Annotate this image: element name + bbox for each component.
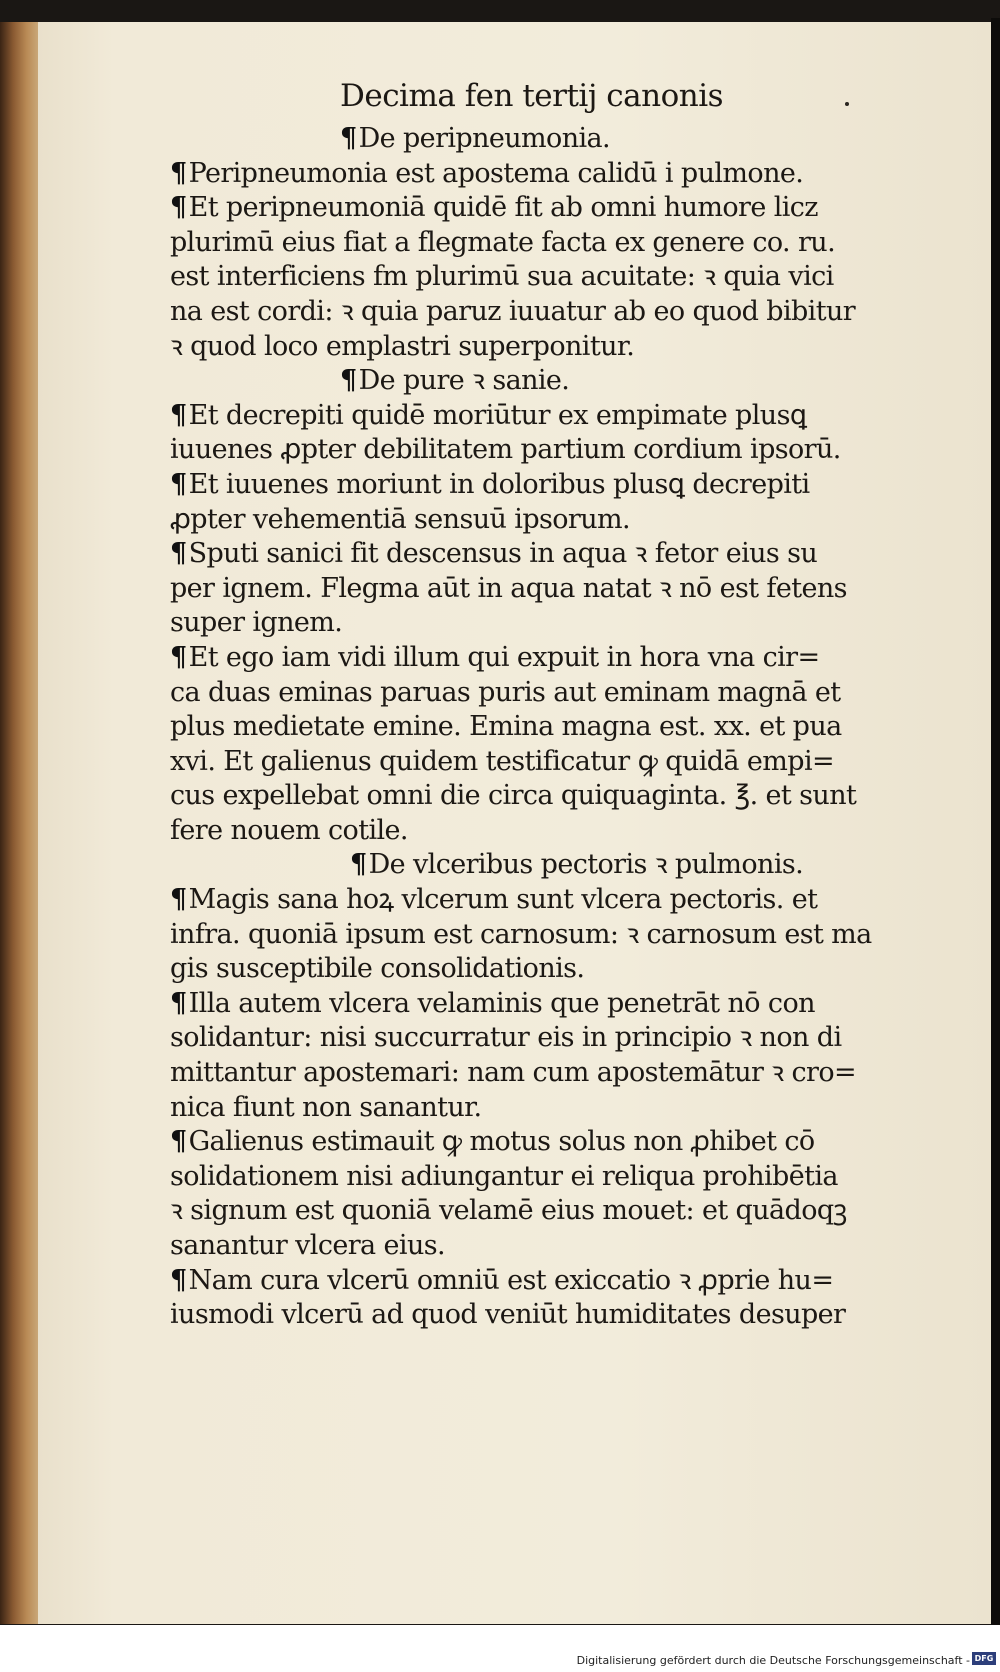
line-text: xvi. Et galienus quidem testificatur ꝙ quidā empi=	[170, 745, 835, 777]
text-line	[170, 433, 945, 468]
right-page-edge	[991, 18, 1000, 1626]
line-text: solidantur: nisi succurratur eis in principio ꝛ non di	[170, 1022, 842, 1054]
pilcrow-mark: ¶	[170, 1264, 187, 1296]
line-text: ꝓpter vehementiā sensuū ipsorum.	[170, 503, 630, 535]
line-text: Magis sana hoꝝ vlcerum sunt vlcera pectoris. et	[188, 884, 818, 916]
text-line	[170, 468, 945, 503]
line-text: solidationem nisi adiungantur ei reliqua prohibētia	[170, 1160, 838, 1192]
line-text: est interficiens fm plurimū sua acuitate: ꝛ quia vici	[170, 261, 834, 293]
section-heading	[170, 848, 945, 883]
text-line	[170, 295, 945, 330]
pilcrow-mark: ¶	[170, 641, 187, 673]
line-text: De pure ꝛ sanie.	[358, 365, 570, 397]
text-line	[170, 987, 945, 1022]
text-line	[170, 1021, 945, 1056]
line-text: infra. quoniā ipsum est carnosum: ꝛ carnosum est ma	[170, 918, 872, 950]
pilcrow-mark: ¶	[170, 192, 187, 224]
line-text: Sputi sanici fit descensus in aqua ꝛ fetor eius su	[188, 538, 818, 570]
text-line	[170, 606, 945, 641]
text-line	[170, 676, 945, 711]
line-text: plus medietate emine. Emina magna est. xx. et pua	[170, 711, 842, 743]
line-text: iuuenes ꝓpter debilitatem partium cordium ipsorū.	[170, 434, 841, 466]
pilcrow-mark: ¶	[170, 987, 187, 1019]
text-line	[170, 641, 945, 676]
pilcrow-mark: ¶	[170, 157, 187, 189]
line-text: De vlceribus pectoris ꝛ pulmonis.	[368, 849, 804, 881]
text-line	[170, 1160, 945, 1195]
line-text: Et peripneumoniā quidē fit ab omni humore licz	[188, 192, 818, 224]
text-line	[170, 1056, 945, 1091]
text-line	[170, 226, 945, 261]
line-text: super ignem.	[170, 607, 343, 639]
line-text: Et iuuenes moriunt in doloribus plusꝗ decrepiti	[188, 468, 810, 500]
line-text: Et decrepiti quidē moriūtur ex empimate plusꝗ	[188, 399, 807, 431]
text-line	[170, 572, 945, 607]
footer-credit: Digitalisierung gefördert durch die Deutsche Forschungsgemeinschaft -	[576, 1654, 970, 1667]
line-text: mittantur apostemari: nam cum apostemātur ꝛ cro=	[170, 1057, 856, 1089]
book-spine-edge	[0, 22, 38, 1624]
text-line	[170, 399, 945, 434]
text-line	[170, 952, 945, 987]
line-text: fere nouem cotile.	[170, 814, 408, 846]
text-line	[170, 1091, 945, 1126]
text-line	[170, 883, 945, 918]
pilcrow-mark: ¶	[350, 849, 367, 881]
line-text: cus expellebat omni die circa quiquaginta. ℥. et sunt	[170, 780, 857, 812]
line-text: ca duas eminas paruas puris aut eminam magnā et	[170, 676, 841, 708]
text-line	[170, 157, 945, 192]
line-text: gis susceptibile consolidationis.	[170, 953, 585, 985]
line-text: Et ego iam vidi illum qui expuit in hora vna cir=	[188, 641, 820, 673]
text-line	[170, 745, 945, 780]
line-text: Peripneumonia est apostema calidū i pulmone.	[188, 157, 804, 189]
pilcrow-mark: ¶	[170, 884, 187, 916]
line-text: sanantur vlcera eius.	[170, 1230, 445, 1261]
line-text: iusmodi vlcerū ad quod veniūt humiditates desuper	[170, 1299, 846, 1331]
text-line	[170, 1194, 945, 1229]
text-line	[170, 814, 945, 849]
text-line	[170, 1229, 945, 1264]
text-lines	[170, 122, 945, 1333]
running-head: Decima fen tertij canonis	[340, 78, 724, 114]
pilcrow-mark: ¶	[170, 468, 187, 500]
dfg-logo: DFG	[972, 1652, 996, 1665]
text-line	[170, 537, 945, 572]
line-text: ꝛ signum est quoniā velamē eius mouet: et quādoqꝫ	[170, 1195, 847, 1227]
line-text: Galienus estimauit ꝙ motus solus non ꝓhibet cō	[188, 1126, 815, 1158]
pilcrow-mark: ¶	[340, 365, 357, 397]
line-text: na est cordi: ꝛ quia paruz iuuatur ab eo quod bibitur	[170, 295, 856, 327]
line-text: De peripneumonia.	[358, 123, 611, 154]
text-line	[170, 779, 945, 814]
line-text: ꝛ quod loco emplastri superponitur.	[170, 330, 635, 362]
text-line	[170, 330, 945, 365]
text-line	[170, 260, 945, 295]
text-line	[170, 1298, 945, 1333]
pilcrow-mark: ¶	[170, 1126, 187, 1158]
pilcrow-mark: ¶	[340, 123, 357, 154]
line-text: per ignem. Flegma aūt in aqua natat ꝛ nō est fetens	[170, 572, 847, 604]
line-text: Illa autem vlcera velaminis que penetrāt nō con	[188, 987, 815, 1019]
line-text: Nam cura vlcerū omniū est exiccatio ꝛ ꝓprie hu=	[188, 1264, 834, 1296]
section-heading	[170, 364, 945, 399]
text-line	[170, 503, 945, 538]
pilcrow-mark: ¶	[170, 399, 187, 431]
line-text: nica fiunt non sanantur.	[170, 1091, 482, 1123]
pilcrow-mark: ¶	[170, 538, 187, 570]
text-line	[170, 191, 945, 226]
page-text-block	[170, 78, 945, 1333]
section-heading	[170, 122, 945, 157]
text-line	[170, 1125, 945, 1160]
line-text: plurimū eius fiat a flegmate facta ex genere co. ru.	[170, 226, 836, 258]
text-line	[170, 918, 945, 953]
text-line	[170, 710, 945, 745]
text-line	[170, 1264, 945, 1299]
